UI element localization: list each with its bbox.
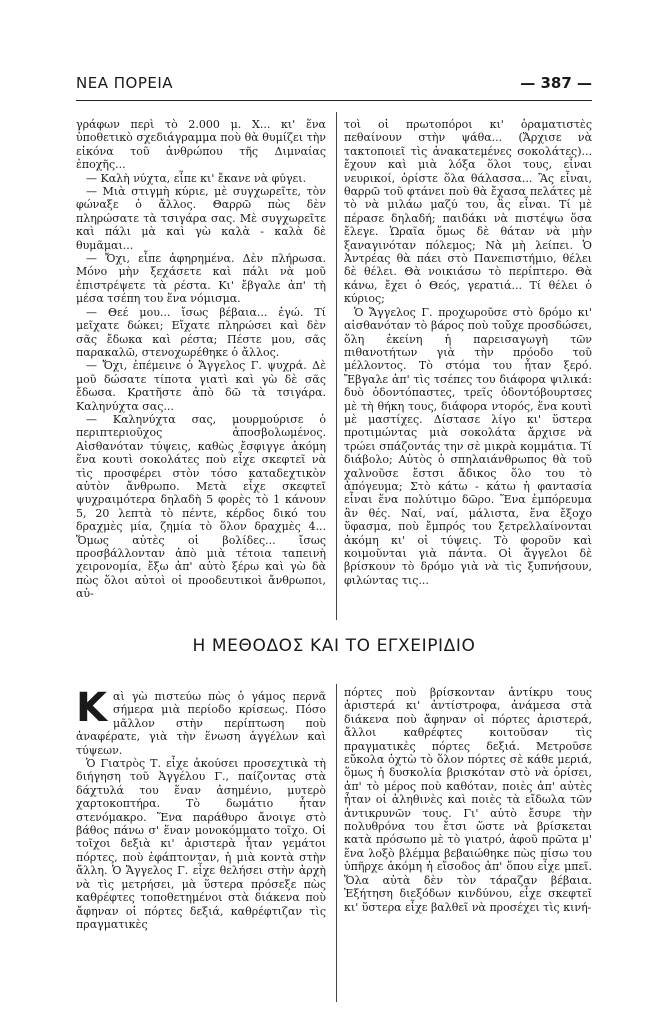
paragraph: γράφων περὶ τὸ 2.000 μ. Χ... κι' ἕνα ὑποθετικὸ σχεδιάγραμμα ποὺ θὰ θυμίζει τὴν εἰκόνα τοῦ ἀνθρώπου τῆς Διμναίας ἐποχῆς... xyxy=(76,118,326,172)
page-header xyxy=(76,74,592,96)
paragraph: τοὶ οἱ πρωτοπόροι κι' ὁραματιστὲς πεθαίνουν στὴν ψάθα... (Ἄρχισε νὰ τακτοποιεῖ τὶς ἀνακατεμένες σοκολάτες)... ἔχουν καὶ μιὰ λόξα ὅλοι τους, εἶναι νευρικοί, ὁρίστε ὅλα θάλασσα... Ἂς εἶναι, θαρρῶ τοῦ φτάνει ποὺ θὰ ἔχασα πελάτες μὲ τὸ νὰ μιλάω μαζύ του, ἂς εἶναι. Τί μὲ πέρασε δηλαδή; παιδάκι νὰ πιστέψω ὅσα ἔλεγε. Ὡραῖα ὅμως δὲ θάταν νὰ μὴν ξαναγινόταν πόλεμος; Νὰ μὴ λείπει. Ὁ Ἀντρέας θὰ πάει στὸ Πανεπιστήμιο, θέλει δὲ θέλει. Θὰ νοικιάσω τὸ περίπτερο. Θὰ κάνω, ἔχει ὁ Θεός, γερατιά... Τί θέλει ὁ κύριος; xyxy=(344,118,592,306)
paragraph: — Ὄχι, ἐπέμεινε ὁ Ἄγγελος Γ. ψυχρά. Δὲ μοῦ δώσατε τίποτα γιατὶ καὶ γὼ δὲ σᾶς ἔδωσα. Κρατῆστε ἀπὸ δῶ τὰ τσιγάρα. Καληνύχτα σας... xyxy=(76,359,326,413)
drop-cap: Κ xyxy=(76,685,107,731)
paragraph: Ὁ Γιατρὸς Τ. εἶχε ἀκούσει προσεχτικὰ τὴ διήγηση τοῦ Ἀγγέλου Γ., παίζοντας στὰ δάχτυλά του ἕναν ἀσημένιο, μυτερὸ χαρτοκοπτήρα. Τὸ δωμάτιο ἦταν στενόμακρο. Ἕνα παράθυρο ἄνοιγε στὸ βάθος πάνω σ' ἕναν μονοκόμματο τοῖχο. Οἱ τοῖχοι δεξιὰ κι' ἀριστερὰ ἦταν γεμάτοι πόρτες, ποὺ ἐφάπτονταν, ἡ μιὰ κοντὰ στὴν ἄλλη. Ὁ Ἄγγελος Γ. εἶχε θελήσει στὴν ἀρχὴ νὰ τὶς μετρήσει, μὰ ὕστερα πρόσεξε πὼς καθρέφτες τοποθετημένοι στὰ διάκενα ποὺ ἄφηναν οἱ πόρτες δεξιά, καθρέφτιζαν τὶς πραγματικὲς xyxy=(76,757,326,931)
bottom-right-column xyxy=(344,686,592,914)
bottom-left-column xyxy=(76,685,326,931)
journal-title: ΝΕΑ ΠΟΡΕΙΑ xyxy=(76,74,174,92)
paragraph: πόρτες ποὺ βρίσκονταν ἀντίκρυ τους ἀριστερά κι' ἀντίστροφα, ἀνάμεσα στὰ διάκενα ποὺ ἄφηναν οἱ πόρτες ἀριστερά, ἄλλοι καθρέφτες κοιτοῦσαν τὶς πραγματικὲς πόρτες δεξιά. Μετροῦσε εὔκολα ὀχτὼ τὸ ὅλον πόρτες σὲ κάθε μεριά, ὅμως ἡ δυσκολία βρισκόταν στὸ νὰ ὁρίσει, ἀπ' τὸ μέρος ποὺ καθόταν, ποιὲς ἀπ' αὐτὲς ἦταν οἱ ἀληθινὲς καὶ ποιὲς τὰ εἴδωλα τῶν ἀντικρυνῶν τους. Γι' αὐτὸ ἔσυρε τὴν πολυθρόνα του ἔτσι ὥστε νὰ βρίσκεται κατὰ πρόσωπο μὲ τὸ γιατρό, ἀφοῦ πρῶτα μ' ἕνα λοξὸ βλέμμα βεβαιώθηκε πὼς πίσω του ὑπῆρχε ἀκόμη ἡ εἴσοδος ἀπ' ὅπου εἶχε μπεῖ. Ὅλα αὐτὰ δὲν τὸν τάραζαν βέβαια. Ἐξήτηση διεξόδων κινδύνου, εἶχε σκεφτεῖ κι' ὕστερα εἶχε βαλθεῖ νὰ προσέχει τὶς κινή- xyxy=(344,686,592,914)
paragraph: — Μιὰ στιγμὴ κύριε, μὲ συγχωρεῖτε, τὸν φώναξε ὁ ἄλλος. Θαρρῶ πὼς δὲν πληρώσατε τὰ τσιγάρα σας. Μὲ συγχωρεῖτε καὶ πάλι μὰ καὶ γὼ καλὰ - καλὰ δὲ θυμᾶμαι... xyxy=(76,185,326,252)
header-rule xyxy=(76,100,592,101)
page-number: — 387 — xyxy=(520,74,592,92)
section-title: Η ΜΕΘΟΔΟΣ ΚΑΙ ΤΟ ΕΓΧΕΙΡΙΔΙΟ xyxy=(192,636,476,656)
top-left-column xyxy=(76,118,326,601)
column-divider xyxy=(336,112,337,620)
paragraph: — Καληνύχτα σας, μουρμούρισε ὁ περιπτεριοῦχος ἀποσβολωμένος. Αἰσθανόταν τύψεις, καθὼς ἔσφιγγε ἀκόμη ἕνα κουτὶ σοκολάτες ποὺ εἶχε σκεφτεῖ νὰ τὶς προσφέρει στὸν τόσο καταδεχτικὸν αὐτὸν ἄνθρωπο. Μετὰ εἶχε σκεφτεῖ ψυχραιμότερα δηλαδὴ 5 φορὲς τὸ 1 κάνουν 5, 20 λεπτὰ τὸ πέντε, κέρδος δικό του δραχμὲς μία, ζημία τὸ ὅλον δραχμὲς 4... Ὅμως αὐτὲς οἱ βολίδες... ἴσως προσβάλλονταν ἀπὸ μιὰ τέτοια ταπεινὴ χειρονομία, ἔξω ἀπ' αὐτὸ ξέρω καὶ γὼ δὰ πὼς ὅλοι αὐτοὶ οἱ προοδευτικοὶ ἄνθρωποι, αὐ- xyxy=(76,412,326,601)
paragraph: — Καλὴ νύχτα, εἶπε κι' ἔκανε νὰ φύγει. xyxy=(86,171,307,185)
paragraph: — Θεέ μου... ἴσως βέβαια... ἐγώ. Τί μεῖχατε δώκει; Εἴχατε πληρώσει καὶ δὲν σᾶς ἔδωκα καὶ ρέστα; Πέστε μου, σᾶς παρακαλῶ, στενοχωρέθηκε ὁ ἄλλος. xyxy=(76,305,326,359)
paragraph: αὶ γὼ πιστεύω πὼς ὁ γάμος περνᾶ σήμερα μιὰ περίοδο κρίσεως. Πόσο μᾶλλον στὴν περίπτωση ποὺ ἀναφέρατε, γιὰ τὴν ἕνωση ἀγγέλων καὶ τύψεων. xyxy=(76,690,326,757)
paragraph: — Ὄχι, εἶπε ἀφηρημένα. Δὲν πλήρωσα. Μόνο μὴν ξεχάσετε καὶ πάλι νὰ μοῦ ἐπιστρέψετε τὰ ρέστα. Κι' ἔβγαλε ἀπ' τὴ μέσα τσέπη του ἕνα νόμισμα. xyxy=(76,252,326,306)
column-divider xyxy=(336,684,337,1002)
top-right-column xyxy=(344,118,592,587)
paragraph: Ὁ Ἄγγελος Γ. προχωροῦσε στὸ δρόμο κι' αἰσθανόταν τὸ βάρος ποὺ τοὔχε προσδώσει, ὅλη ἐκείνη ἡ παρεισαγωγὴ τῶν πιθανοτήτων γιὰ τὴν πρόοδο τοῦ μέλλοντος. Τὸ στόμα του ἦταν ξερό. Ἔβγαλε ἀπ' τὶς τσέπες του διάφορα ψιλικά: δυὸ ὀδοντόπαστες, τρεῖς ὀδοντόβουρτσες μὲ τὴ θήκη τους, διάφορα ντορός, ἕνα κουτὶ μὲ μαστίχες. Δίστασε λίγο κι' ὕστερα προτιμώντας μιὰ σοκολάτα ἄρχισε νὰ τρώει σπάζοντάς την σὲ μικρὰ κομμάτια. Τί διάβολο; Αὐτὸς ὁ σπηλαιάνθρωπος θὰ τοῦ χαλνοῦσε ἔστσι ἄδικος ὅλο του τὸ ἀπόγευμα; Στὸ κάτω - κάτω ἡ φαντασία εἶναι ἕνα πολύτιμο δῶρο. Ἕνα ἐμπόρευμα ἂν θές. Ναί, ναί, μάλιστα, ἕνα ἔξοχο ὕφασμα, ποὺ ἔμπρός του ξετρελλαίνονται ἀκόμη κι' οἱ τύψεις. Τὸ φοροῦν καὶ κοιμοῦνται γιὰ πάντα. Οἱ ἄγγελοι δὲ βρίσκουν τὸ δρόμο γιὰ νὰ τὶς ξυπνήσουν, φιλώντας τις... xyxy=(344,305,592,587)
